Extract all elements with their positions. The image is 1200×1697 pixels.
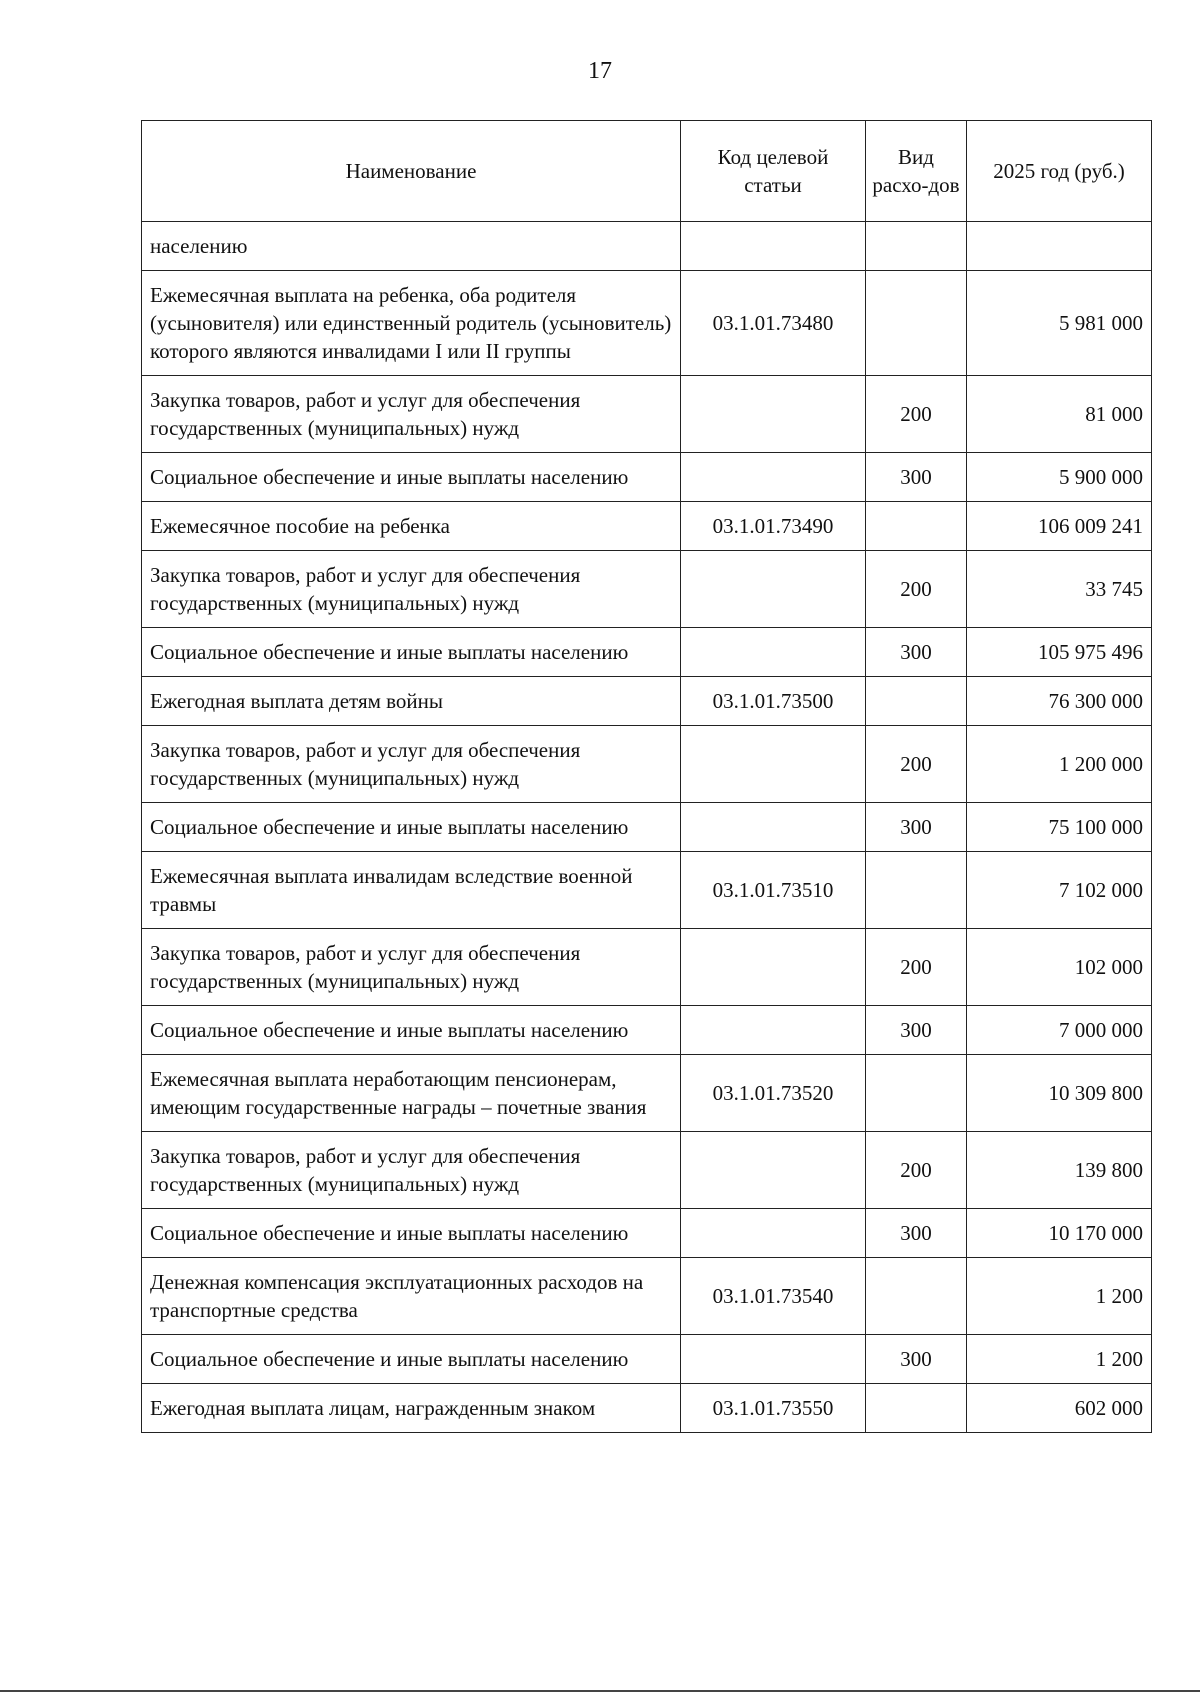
cell-name: Ежемесячная выплата на ребенка, оба родителя (усыновителя) или единственный родитель (усыновитель) которого являются инвалидами I или II группы [142, 271, 681, 376]
cell-code: 03.1.01.73500 [681, 677, 866, 726]
table-row [142, 929, 1152, 1006]
cell-code: 03.1.01.73520 [681, 1055, 866, 1132]
cell-name: Ежемесячная выплата инвалидам вследствие военной травмы [142, 852, 681, 929]
page-number: 17 [588, 58, 612, 84]
cell-amount: 602 000 [967, 1384, 1152, 1433]
cell-code [681, 1335, 866, 1384]
cell-kind: 200 [866, 1132, 967, 1209]
table-row [142, 502, 1152, 551]
cell-kind: 200 [866, 726, 967, 803]
cell-kind [866, 1384, 967, 1433]
cell-code [681, 222, 866, 271]
cell-code: 03.1.01.73490 [681, 502, 866, 551]
cell-name: Ежегодная выплата лицам, награжденным знаком [142, 1384, 681, 1433]
table-row [142, 1055, 1152, 1132]
cell-kind: 200 [866, 551, 967, 628]
cell-name: Социальное обеспечение и иные выплаты населению [142, 628, 681, 677]
cell-amount: 102 000 [967, 929, 1152, 1006]
cell-code [681, 453, 866, 502]
cell-code [681, 1132, 866, 1209]
table-row [142, 1384, 1152, 1433]
cell-kind: 300 [866, 1209, 967, 1258]
table-header [142, 121, 1152, 222]
table-row [142, 453, 1152, 502]
cell-name: Ежемесячное пособие на ребенка [142, 502, 681, 551]
cell-amount: 1 200 000 [967, 726, 1152, 803]
cell-name: Социальное обеспечение и иные выплаты населению [142, 453, 681, 502]
cell-amount: 5 981 000 [967, 271, 1152, 376]
cell-kind [866, 1258, 967, 1335]
cell-amount: 5 900 000 [967, 453, 1152, 502]
table-row [142, 852, 1152, 929]
cell-code [681, 726, 866, 803]
cell-code [681, 929, 866, 1006]
table-row [142, 1209, 1152, 1258]
table-body [142, 222, 1152, 1433]
budget-table [141, 120, 1152, 1433]
cell-amount: 75 100 000 [967, 803, 1152, 852]
cell-amount: 10 309 800 [967, 1055, 1152, 1132]
page-edge-rule [0, 1690, 1200, 1692]
cell-name: Ежегодная выплата детям войны [142, 677, 681, 726]
cell-amount: 76 300 000 [967, 677, 1152, 726]
cell-kind [866, 222, 967, 271]
header-kind: Вид расхо-дов [866, 121, 967, 222]
cell-amount: 139 800 [967, 1132, 1152, 1209]
cell-name: Ежемесячная выплата неработающим пенсионерам, имеющим государственные награды – почетные звания [142, 1055, 681, 1132]
cell-code: 03.1.01.73510 [681, 852, 866, 929]
cell-amount: 7 102 000 [967, 852, 1152, 929]
table-row [142, 1132, 1152, 1209]
cell-name: населению [142, 222, 681, 271]
cell-amount: 33 745 [967, 551, 1152, 628]
cell-code [681, 551, 866, 628]
cell-code: 03.1.01.73480 [681, 271, 866, 376]
cell-kind: 200 [866, 929, 967, 1006]
cell-kind [866, 1055, 967, 1132]
cell-amount: 7 000 000 [967, 1006, 1152, 1055]
cell-kind [866, 677, 967, 726]
header-row [142, 121, 1152, 222]
cell-code [681, 376, 866, 453]
cell-amount [967, 222, 1152, 271]
header-name: Наименование [142, 121, 681, 222]
cell-kind: 300 [866, 1006, 967, 1055]
cell-kind: 300 [866, 453, 967, 502]
table-row [142, 271, 1152, 376]
table-row [142, 1258, 1152, 1335]
cell-kind: 300 [866, 803, 967, 852]
header-amount: 2025 год (руб.) [967, 121, 1152, 222]
table-row [142, 677, 1152, 726]
cell-name: Социальное обеспечение и иные выплаты населению [142, 803, 681, 852]
cell-name: Закупка товаров, работ и услуг для обеспечения государственных (муниципальных) нужд [142, 376, 681, 453]
cell-name: Денежная компенсация эксплуатационных расходов на транспортные средства [142, 1258, 681, 1335]
cell-code: 03.1.01.73550 [681, 1384, 866, 1433]
cell-code [681, 628, 866, 677]
cell-name: Социальное обеспечение и иные выплаты населению [142, 1335, 681, 1384]
table-row [142, 726, 1152, 803]
cell-amount: 10 170 000 [967, 1209, 1152, 1258]
cell-kind [866, 502, 967, 551]
cell-amount: 105 975 496 [967, 628, 1152, 677]
table-row [142, 628, 1152, 677]
cell-kind: 300 [866, 1335, 967, 1384]
cell-name: Социальное обеспечение и иные выплаты населению [142, 1209, 681, 1258]
header-code: Код целевой статьи [681, 121, 866, 222]
cell-kind [866, 271, 967, 376]
cell-name: Социальное обеспечение и иные выплаты населению [142, 1006, 681, 1055]
table-row [142, 1006, 1152, 1055]
table-row [142, 551, 1152, 628]
cell-code [681, 803, 866, 852]
cell-kind: 200 [866, 376, 967, 453]
table-row [142, 376, 1152, 453]
cell-name: Закупка товаров, работ и услуг для обеспечения государственных (муниципальных) нужд [142, 726, 681, 803]
table-row [142, 803, 1152, 852]
cell-amount: 1 200 [967, 1258, 1152, 1335]
cell-name: Закупка товаров, работ и услуг для обеспечения государственных (муниципальных) нужд [142, 551, 681, 628]
cell-kind: 300 [866, 628, 967, 677]
table-row [142, 222, 1152, 271]
cell-code: 03.1.01.73540 [681, 1258, 866, 1335]
cell-name: Закупка товаров, работ и услуг для обеспечения государственных (муниципальных) нужд [142, 929, 681, 1006]
cell-code [681, 1006, 866, 1055]
cell-amount: 106 009 241 [967, 502, 1152, 551]
cell-code [681, 1209, 866, 1258]
table-row [142, 1335, 1152, 1384]
cell-amount: 1 200 [967, 1335, 1152, 1384]
cell-amount: 81 000 [967, 376, 1152, 453]
cell-name: Закупка товаров, работ и услуг для обеспечения государственных (муниципальных) нужд [142, 1132, 681, 1209]
cell-kind [866, 852, 967, 929]
